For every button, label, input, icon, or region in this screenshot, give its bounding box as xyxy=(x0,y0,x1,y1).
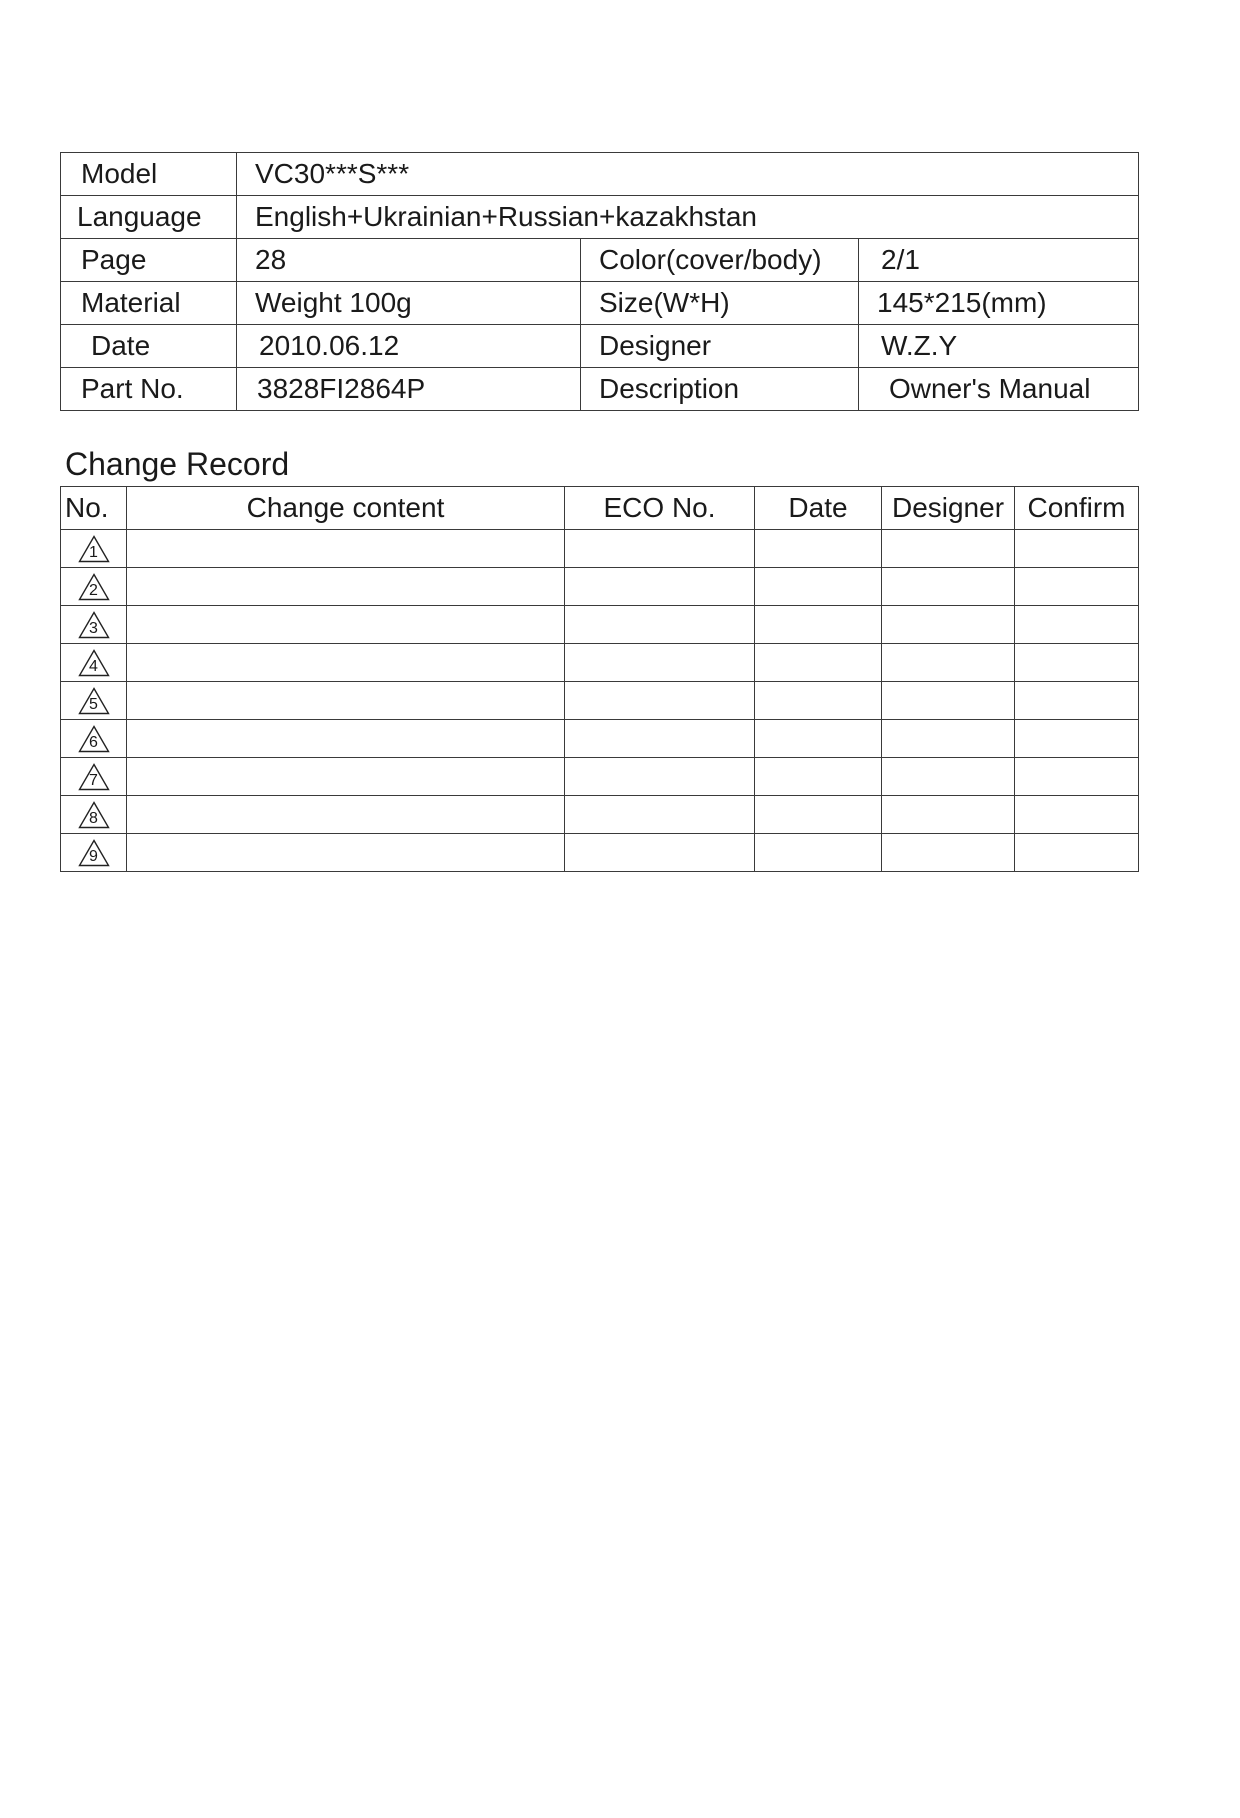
revision-triangle-icon xyxy=(78,839,110,867)
description-value: Owner's Manual xyxy=(859,368,1139,411)
date-cell xyxy=(755,758,882,796)
spec-row-model xyxy=(61,153,1139,196)
row-number-cell xyxy=(61,796,127,834)
revision-number: 3 xyxy=(89,619,98,637)
revision-number: 1 xyxy=(89,543,98,561)
confirm-cell xyxy=(1015,796,1139,834)
date-cell xyxy=(755,682,882,720)
row-number-cell xyxy=(61,530,127,568)
spec-row-date xyxy=(61,325,1139,368)
eco-no-cell xyxy=(565,834,755,872)
eco-no-cell xyxy=(565,644,755,682)
page-label: Page xyxy=(61,239,237,282)
header-confirm: Confirm xyxy=(1015,487,1139,530)
row-number-cell xyxy=(61,568,127,606)
table-row xyxy=(61,720,1139,758)
change-content-cell xyxy=(127,606,565,644)
page-value: 28 xyxy=(237,239,581,282)
designer-label: Designer xyxy=(581,325,859,368)
designer-cell xyxy=(882,682,1015,720)
language-label: Language xyxy=(61,196,237,239)
eco-no-cell xyxy=(565,568,755,606)
designer-cell xyxy=(882,644,1015,682)
revision-number: 5 xyxy=(89,695,98,713)
spec-row-material xyxy=(61,282,1139,325)
confirm-cell xyxy=(1015,568,1139,606)
size-label: Size(W*H) xyxy=(581,282,859,325)
confirm-cell xyxy=(1015,606,1139,644)
material-value: Weight 100g xyxy=(237,282,581,325)
designer-cell xyxy=(882,530,1015,568)
revision-triangle-icon xyxy=(78,763,110,791)
eco-no-cell xyxy=(565,758,755,796)
designer-cell xyxy=(882,568,1015,606)
change-content-cell xyxy=(127,834,565,872)
header-eco-no: ECO No. xyxy=(565,487,755,530)
change-content-cell xyxy=(127,758,565,796)
language-value: English+Ukrainian+Russian+kazakhstan xyxy=(237,196,1139,239)
row-number-cell xyxy=(61,758,127,796)
date-cell xyxy=(755,568,882,606)
revision-number: 6 xyxy=(89,733,98,751)
color-value: 2/1 xyxy=(859,239,1139,282)
revision-triangle-icon xyxy=(78,535,110,563)
partno-label: Part No. xyxy=(61,368,237,411)
designer-cell xyxy=(882,606,1015,644)
table-row xyxy=(61,530,1139,568)
header-no: No. xyxy=(61,487,127,530)
row-number-cell xyxy=(61,644,127,682)
confirm-cell xyxy=(1015,682,1139,720)
table-row xyxy=(61,568,1139,606)
revision-number: 8 xyxy=(89,809,98,827)
change-content-cell xyxy=(127,530,565,568)
header-date: Date xyxy=(755,487,882,530)
change-header-row xyxy=(61,487,1139,530)
color-label: Color(cover/body) xyxy=(581,239,859,282)
revision-number: 2 xyxy=(89,581,98,599)
eco-no-cell xyxy=(565,682,755,720)
eco-no-cell xyxy=(565,606,755,644)
row-number-cell xyxy=(61,682,127,720)
revision-triangle-icon xyxy=(78,801,110,829)
spec-table xyxy=(60,152,1139,411)
change-content-cell xyxy=(127,796,565,834)
model-value: VC30***S*** xyxy=(237,153,1139,196)
change-record-table xyxy=(60,486,1139,872)
row-number-cell xyxy=(61,720,127,758)
eco-no-cell xyxy=(565,720,755,758)
date-cell xyxy=(755,796,882,834)
revision-number: 9 xyxy=(89,847,98,865)
header-designer: Designer xyxy=(882,487,1015,530)
spec-row-page xyxy=(61,239,1139,282)
spec-row-partno xyxy=(61,368,1139,411)
revision-number: 7 xyxy=(89,771,98,789)
change-record-title: Change Record xyxy=(65,446,290,482)
eco-no-cell xyxy=(565,530,755,568)
spec-row-language xyxy=(61,196,1139,239)
date-cell xyxy=(755,530,882,568)
change-content-cell xyxy=(127,682,565,720)
revision-triangle-icon xyxy=(78,725,110,753)
change-content-cell xyxy=(127,568,565,606)
table-row xyxy=(61,796,1139,834)
confirm-cell xyxy=(1015,834,1139,872)
revision-triangle-icon xyxy=(78,611,110,639)
designer-cell xyxy=(882,834,1015,872)
revision-triangle-icon xyxy=(78,687,110,715)
date-cell xyxy=(755,720,882,758)
date-label: Date xyxy=(61,325,237,368)
confirm-cell xyxy=(1015,720,1139,758)
table-row xyxy=(61,758,1139,796)
partno-value: 3828FI2864P xyxy=(237,368,581,411)
date-cell xyxy=(755,606,882,644)
designer-cell xyxy=(882,720,1015,758)
confirm-cell xyxy=(1015,530,1139,568)
designer-value: W.Z.Y xyxy=(859,325,1139,368)
change-content-cell xyxy=(127,720,565,758)
description-label: Description xyxy=(581,368,859,411)
eco-no-cell xyxy=(565,796,755,834)
row-number-cell xyxy=(61,834,127,872)
designer-cell xyxy=(882,796,1015,834)
designer-cell xyxy=(882,758,1015,796)
revision-triangle-icon xyxy=(78,573,110,601)
date-cell xyxy=(755,644,882,682)
date-cell xyxy=(755,834,882,872)
revision-number: 4 xyxy=(89,657,98,675)
table-row xyxy=(61,834,1139,872)
table-row xyxy=(61,606,1139,644)
confirm-cell xyxy=(1015,758,1139,796)
change-content-cell xyxy=(127,644,565,682)
change-record-body xyxy=(61,530,1139,872)
date-value: 2010.06.12 xyxy=(237,325,581,368)
table-row xyxy=(61,644,1139,682)
size-value: 145*215(mm) xyxy=(859,282,1139,325)
header-change-content: Change content xyxy=(127,487,565,530)
model-label: Model xyxy=(61,153,237,196)
row-number-cell xyxy=(61,606,127,644)
table-row xyxy=(61,682,1139,720)
material-label: Material xyxy=(61,282,237,325)
revision-triangle-icon xyxy=(78,649,110,677)
confirm-cell xyxy=(1015,644,1139,682)
